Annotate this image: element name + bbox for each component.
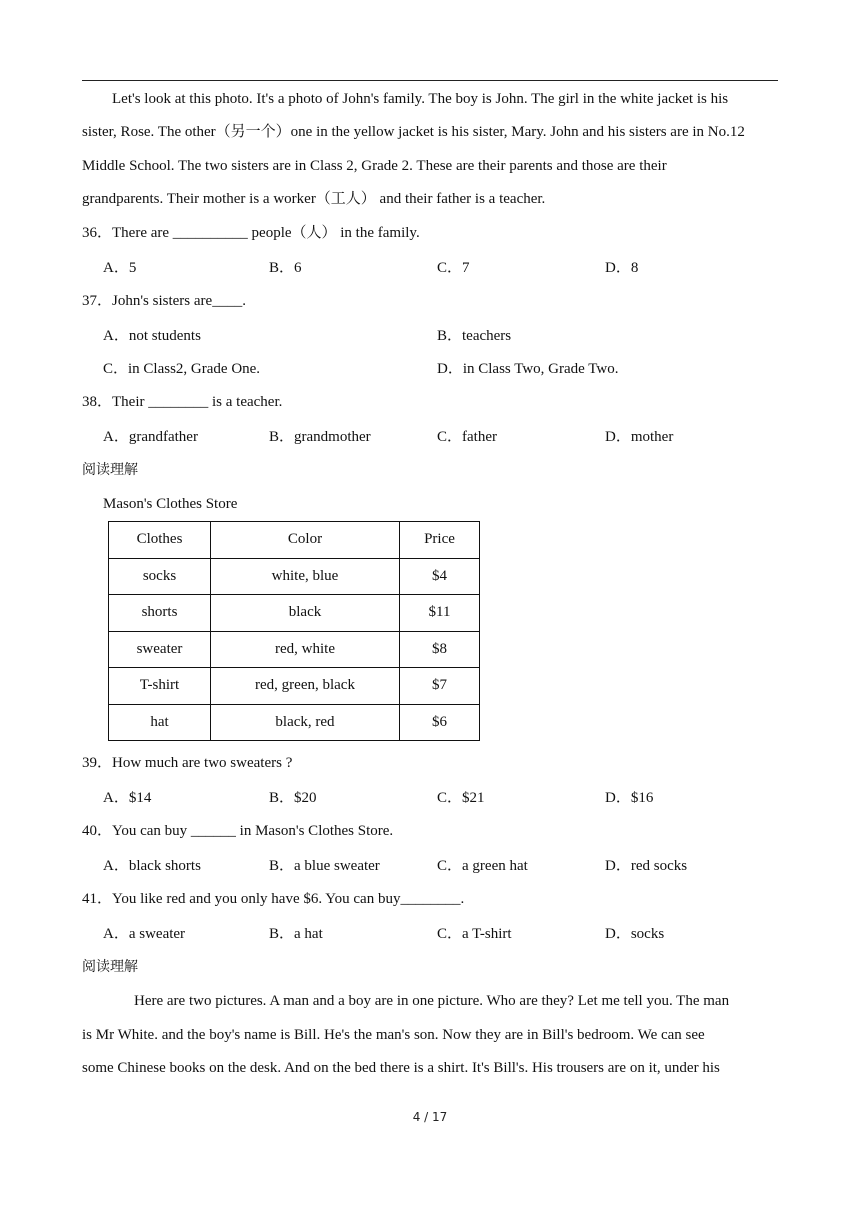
option-d[interactable]: D．in Class Two, Grade Two. — [437, 361, 619, 377]
passage-line: Here are two pictures. A man and a boy are in one picture. Who are they? Let me tell you. The man — [134, 993, 730, 1009]
table-row — [109, 704, 480, 741]
option-b[interactable]: B．a hat — [269, 926, 323, 942]
store-name: Mason's Clothes Store — [103, 496, 238, 512]
cell-clothes: socks — [109, 558, 211, 595]
question-stem: 39．How much are two sweaters ? — [82, 755, 293, 771]
option-c[interactable]: C．in Class2, Grade One. — [103, 361, 261, 377]
header-rule — [82, 80, 778, 81]
option-b[interactable]: B．$20 — [269, 790, 317, 806]
cell-price: $4 — [400, 558, 480, 595]
cell-color: black, red — [211, 704, 400, 741]
option-c[interactable]: C．a green hat — [437, 858, 528, 874]
table-header-row — [109, 522, 480, 559]
option-a[interactable]: A．not students — [103, 328, 201, 344]
table-row — [109, 631, 480, 668]
cell-clothes: hat — [109, 704, 211, 741]
page-number: 4 / 17 — [412, 1110, 448, 1124]
section-heading: 阅读理解 — [82, 959, 138, 975]
option-a[interactable]: A．grandfather — [103, 429, 198, 445]
header-cell: Clothes — [109, 522, 211, 559]
passage-line: is Mr White. and the boy's name is Bill. He's the man's son. Now they are in Bill's bedroom. We can see — [82, 1027, 705, 1043]
cell-color: white, blue — [211, 558, 400, 595]
option-d[interactable]: D．8 — [605, 260, 639, 276]
option-c[interactable]: C．$21 — [437, 790, 485, 806]
cell-price: $11 — [400, 595, 480, 632]
option-a[interactable]: A．5 — [103, 260, 137, 276]
option-d[interactable]: D．$16 — [605, 790, 654, 806]
cell-price: $7 — [400, 668, 480, 705]
option-b[interactable]: B．a blue sweater — [269, 858, 380, 874]
option-b[interactable]: B．grandmother — [269, 429, 371, 445]
cell-color: red, green, black — [211, 668, 400, 705]
table-row — [109, 668, 480, 705]
passage-line: sister, Rose. The other（另一个）one in the yellow jacket is his sister, Mary. John and his sisters are in No.12 — [82, 124, 745, 140]
cell-color: black — [211, 595, 400, 632]
cell-clothes: shorts — [109, 595, 211, 632]
cell-price: $6 — [400, 704, 480, 741]
option-a[interactable]: A．black shorts — [103, 858, 201, 874]
option-d[interactable]: D．red socks — [605, 858, 688, 874]
cell-clothes: T-shirt — [109, 668, 211, 705]
question-stem: 37．John's sisters are____. — [82, 293, 246, 309]
question-stem: 36．There are __________ people（人） in the family. — [82, 225, 420, 241]
clothes-table — [108, 521, 480, 741]
passage-line: Let's look at this photo. It's a photo of John's family. The boy is John. The girl in the white jacket is his — [112, 91, 729, 107]
option-d[interactable]: D．mother — [605, 429, 674, 445]
table-row — [109, 558, 480, 595]
passage-line: some Chinese books on the desk. And on the bed there is a shirt. It's Bill's. His trousers are on it, under his — [82, 1060, 720, 1076]
cell-price: $8 — [400, 631, 480, 668]
option-c[interactable]: C．7 — [437, 260, 470, 276]
question-stem: 41．You like red and you only have $6. You can buy________. — [82, 891, 465, 907]
option-b[interactable]: B．teachers — [437, 328, 512, 344]
question-stem: 40．You can buy ______ in Mason's Clothes Store. — [82, 823, 394, 839]
passage-line: grandparents. Their mother is a worker（工人） and their father is a teacher. — [82, 191, 546, 207]
option-a[interactable]: A．$14 — [103, 790, 152, 806]
question-stem: 38．Their ________ is a teacher. — [82, 394, 283, 410]
table-row — [109, 595, 480, 632]
option-c[interactable]: C．father — [437, 429, 497, 445]
header-cell: Price — [400, 522, 480, 559]
header-cell: Color — [211, 522, 400, 559]
option-b[interactable]: B．6 — [269, 260, 302, 276]
cell-clothes: sweater — [109, 631, 211, 668]
option-c[interactable]: C．a T-shirt — [437, 926, 512, 942]
option-d[interactable]: D．socks — [605, 926, 665, 942]
section-heading: 阅读理解 — [82, 462, 138, 478]
cell-color: red, white — [211, 631, 400, 668]
option-a[interactable]: A．a sweater — [103, 926, 186, 942]
passage-line: Middle School. The two sisters are in Class 2, Grade 2. These are their parents and those are their — [82, 158, 667, 174]
